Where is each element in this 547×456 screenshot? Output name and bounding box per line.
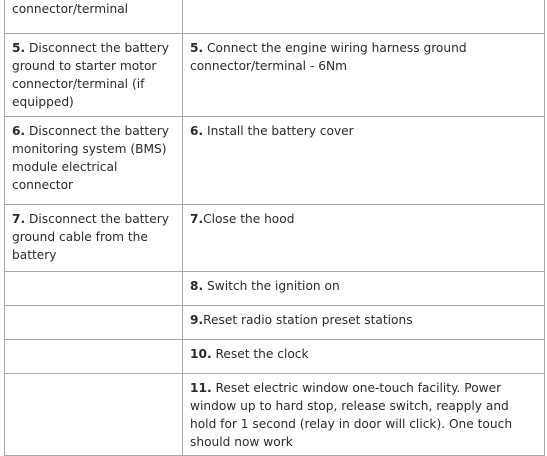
step-text: Reset radio station preset stations <box>203 313 413 327</box>
removal-step-cell <box>5 34 183 117</box>
step-number: 6. <box>190 124 204 138</box>
step-number: 8. <box>190 279 204 293</box>
step-text: Disconnect the battery monitoring system (BMS) module electrical connector <box>12 124 169 192</box>
table-row <box>5 205 545 272</box>
step-text: Reset electric window one-touch facility. Power window up to hard stop, release switch, reapply and hold for 1 second (relay in door will click). One touch should now work <box>190 381 513 449</box>
step-number: 9. <box>190 313 204 327</box>
step-text: Switch the ignition on <box>203 279 340 293</box>
table-row <box>5 374 545 456</box>
step-number: 5. <box>12 41 26 55</box>
step-text: Close the hood <box>203 212 295 226</box>
step-text: connector/terminal <box>12 2 129 16</box>
step-text: Reset the clock <box>211 347 309 361</box>
step-text: Connect the engine wiring harness ground connector/terminal - 6Nm <box>190 41 467 73</box>
step-number: 11. <box>190 381 212 395</box>
procedure-table <box>4 0 545 456</box>
step-text: Disconnect the battery ground to starter motor connector/terminal (if equipped) <box>12 41 169 109</box>
step-text: Install the battery cover <box>203 124 354 138</box>
installation-step-cell <box>183 272 545 306</box>
table-row <box>5 34 545 117</box>
step-number: 10. <box>190 347 212 361</box>
removal-step-cell <box>5 306 183 340</box>
step-number: 6. <box>12 124 26 138</box>
installation-step-cell <box>183 374 545 456</box>
removal-step-cell <box>5 374 183 456</box>
removal-step-cell <box>5 272 183 306</box>
installation-step-cell <box>183 34 545 117</box>
removal-step-cell <box>5 340 183 374</box>
step-number: 7. <box>12 212 26 226</box>
installation-step-cell <box>183 0 545 34</box>
table-row <box>5 117 545 205</box>
table-row <box>5 272 545 306</box>
installation-step-cell <box>183 306 545 340</box>
installation-step-cell <box>183 117 545 205</box>
step-text: Disconnect the battery ground cable from the battery <box>12 212 169 262</box>
removal-step-cell <box>5 205 183 272</box>
table-row <box>5 306 545 340</box>
removal-step-cell <box>5 0 183 34</box>
table-row <box>5 0 545 34</box>
removal-step-cell <box>5 117 183 205</box>
installation-step-cell <box>183 205 545 272</box>
installation-step-cell <box>183 340 545 374</box>
step-number: 7. <box>190 212 204 226</box>
step-number: 5. <box>190 41 204 55</box>
table-row <box>5 340 545 374</box>
